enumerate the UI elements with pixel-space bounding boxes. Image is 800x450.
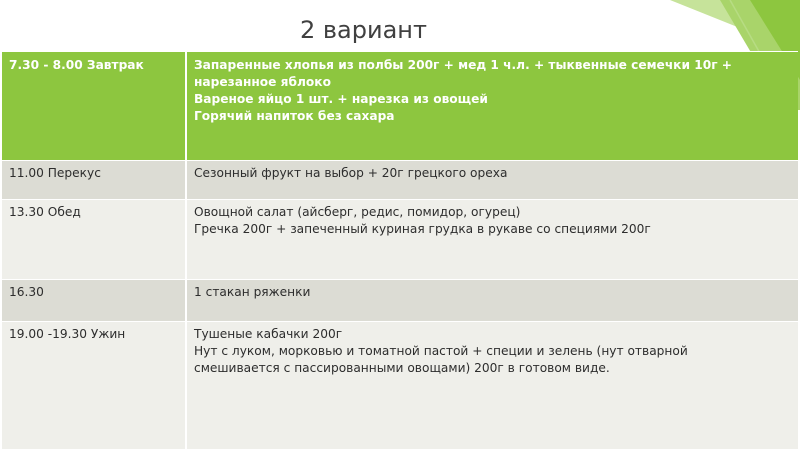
meal-description-cell (186, 52, 798, 161)
meal-line: Вареное яйцо 1 шт. + нарезка из овощей (194, 92, 488, 106)
meal-line: Тушеные кабачки 200г (194, 327, 343, 341)
table-row-snack (2, 161, 798, 200)
meal-line: 1 стакан ряженки (194, 285, 311, 299)
meal-line: нарезанное яблоко (194, 75, 331, 89)
meal-description-cell (186, 161, 798, 200)
table-row-breakfast (2, 52, 798, 161)
meal-line: Нут с луком, морковью и томатной пастой + специи и зелень (нут отварной (194, 344, 688, 358)
meal-description-cell (186, 322, 798, 450)
meal-time-cell: 11.00 Перекус (2, 161, 186, 200)
meal-line: Гречка 200г + запеченный куриная грудка в рукаве со специями 200г (194, 222, 651, 236)
meal-description-cell (186, 280, 798, 322)
meal-description-cell (186, 200, 798, 280)
meal-line: Овощной салат (айсберг, редис, помидор, огурец) (194, 205, 521, 219)
meal-time-cell: 7.30 - 8.00 Завтрак (2, 52, 186, 161)
slide-title: 2 вариант (300, 16, 427, 44)
meal-line: Горячий напиток без сахара (194, 109, 395, 123)
meal-time-cell: 16.30 (2, 280, 186, 322)
table-row-lunch (2, 200, 798, 280)
meal-line: смешивается с пассированными овощами) 200г в готовом виде. (194, 361, 610, 375)
table-row-afternoon (2, 280, 798, 322)
meal-plan-table (2, 51, 798, 450)
meal-line: Запаренные хлопья из полбы 200г + мед 1 ч.л. + тыквенные семечки 10г + (194, 58, 733, 72)
meal-line: Сезонный фрукт на выбор + 20г грецкого ореха (194, 166, 508, 180)
table-row-dinner (2, 322, 798, 450)
meal-time-cell: 19.00 -19.30 Ужин (2, 322, 186, 450)
meal-time-cell: 13.30 Обед (2, 200, 186, 280)
